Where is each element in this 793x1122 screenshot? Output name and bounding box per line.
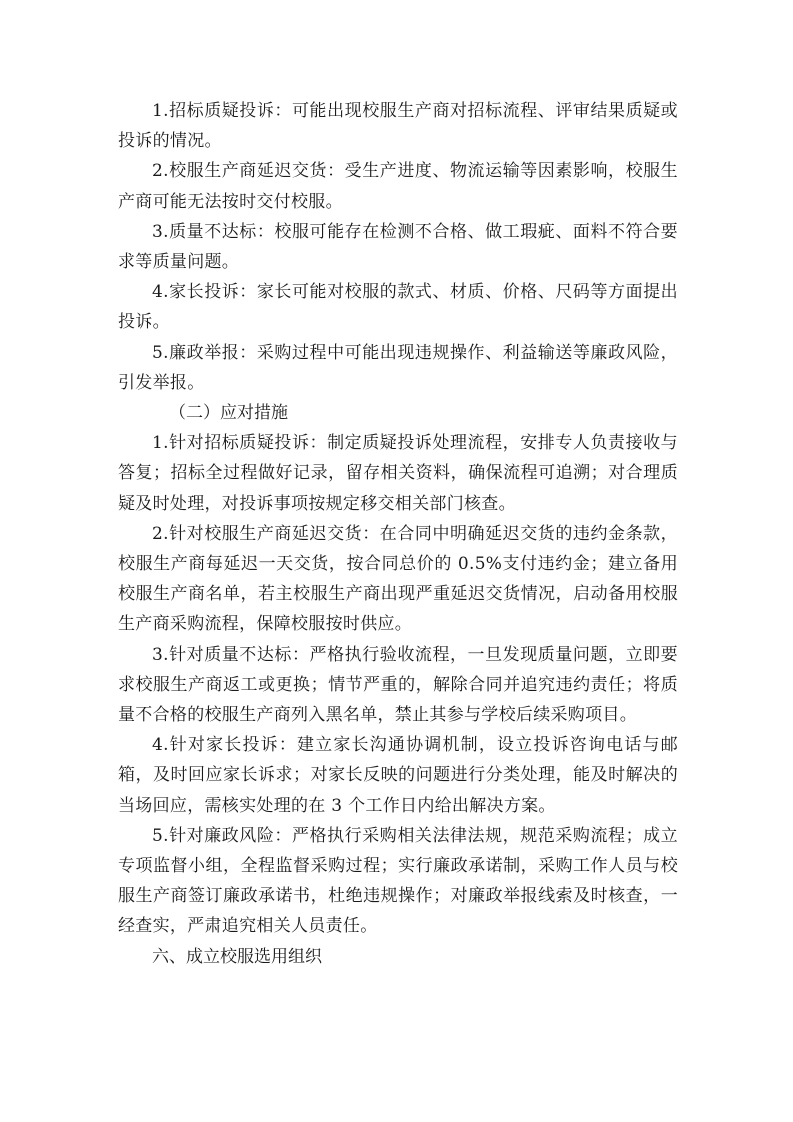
risk-item-2: 2.校服生产商延迟交货：受生产进度、物流运输等因素影响，校服生产商可能无法按时交付校服。 xyxy=(118,161,678,212)
risk-item-3: 3.质量不达标：校服可能存在检测不合格、做工瑕疵、面料不符合要求等质量问题。 xyxy=(118,221,678,273)
measure-item-4: 4.针对家长投诉：建立家长沟通协调机制，设立投诉咨询电话与邮箱，及时回应家长诉求；对家长反映的问题进行分类处理，能及时解决的当场回应，需核实处理的在 3 个工作日内给出解决方案。 xyxy=(118,735,678,816)
document-body xyxy=(118,96,678,972)
section-heading: 六、成立校服选用组织 xyxy=(152,946,322,967)
risk-item-1: 1.招标质疑投诉：可能出现校服生产商对招标流程、评审结果质疑或投诉的情况。 xyxy=(118,101,678,152)
measure-item-1: 1.针对招标质疑投诉：制定质疑投诉处理流程，安排专人负责接收与答复；招标全过程做好记录，留存相关资料，确保流程可追溯；对合理质疑及时处理，对投诉事项按规定移交相关部门核查。 xyxy=(118,433,678,514)
measures-heading: （二）应对措施 xyxy=(169,403,288,424)
measure-item-2: 2.针对校服生产商延迟交货：在合同中明确延迟交货的违约金条款，校服生产商每延迟一天交货，按合同总价的 0.5%支付违约金；建立备用校服生产商名单，若主校服生产商出现严重延迟交货情况，启动备用校服生产商采购流程，保障校服按时供应。 xyxy=(118,523,678,635)
risk-item-4: 4.家长投诉：家长可能对校服的款式、材质、价格、尺码等方面提出投诉。 xyxy=(118,282,678,333)
measure-item-3: 3.针对质量不达标：严格执行验收流程，一旦发现质量问题，立即要求校服生产商返工或更换；情节严重的，解除合同并追究违约责任；将质量不合格的校服生产商列入黑名单，禁止其参与学校后续采购项目。 xyxy=(118,644,678,726)
measure-item-5: 5.针对廉政风险：严格执行采购相关法律法规，规范采购流程；成立专项监督小组，全程监督采购过程；实行廉政承诺制，采购工作人员与校服生产商签订廉政承诺书，杜绝违规操作；对廉政举报线索及时核查，一经查实，严肃追究相关人员责任。 xyxy=(118,825,678,937)
risk-item-5: 5.廉政举报：采购过程中可能出现违规操作、利益输送等廉政风险，引发举报。 xyxy=(118,342,678,393)
